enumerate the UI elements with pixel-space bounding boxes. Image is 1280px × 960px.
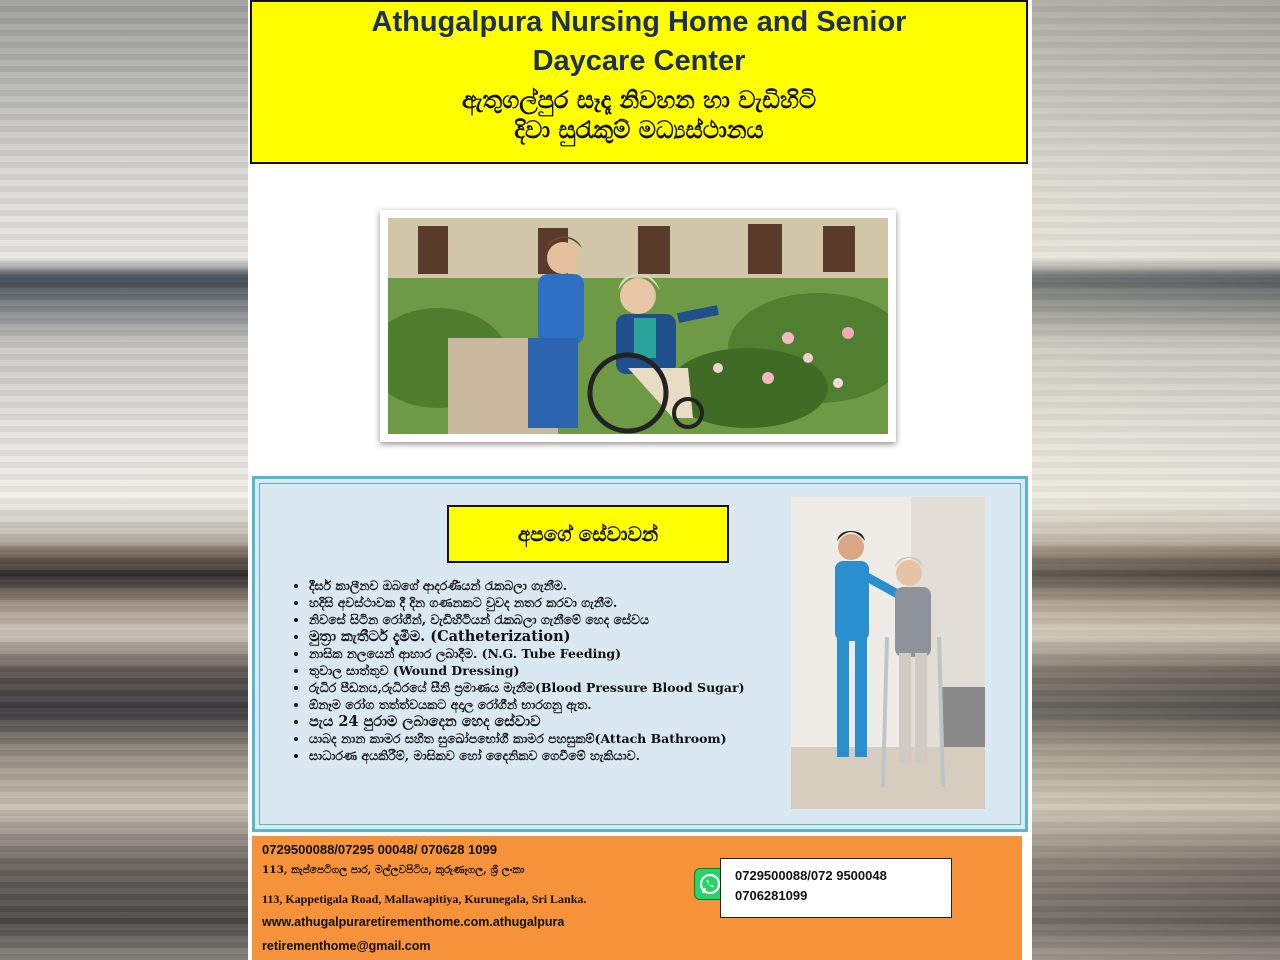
list-item: • පැය 24 පුරාම ලබාදෙන හෙද සේවාව	[309, 713, 789, 730]
footer-website[interactable]: www.athugalpuraretirementhome.com.athugalpura	[262, 915, 565, 929]
list-item: • නිවසේ සිටින රෝගීන්, වැඩිහිටියන් රැකබලා ගැනීමේ හෙද සේවය	[309, 611, 789, 628]
footer-email[interactable]: retirementhome@gmail.com	[262, 939, 431, 953]
title-banner	[250, 0, 1028, 164]
list-item: • නාසික නලයෙන් ආහාර ලබාදීම. (N.G. Tube Feeding)	[309, 645, 789, 662]
services-panel	[252, 476, 1028, 832]
background-right	[1032, 0, 1280, 960]
contact-footer	[252, 836, 1022, 960]
whatsapp-number-2: 0706281099	[735, 888, 808, 903]
photo-nurse-crutches	[791, 497, 985, 809]
list-item: • යාබද නාන කාමර සහිත සුඛෝපභෝගී කාමර පහසුකම්(Attach Bathroom)	[309, 730, 789, 747]
photo-nurse-wheelchair	[380, 210, 896, 442]
footer-address-sinhala: 113, කැප්පෙටිගල පාර, මල්ලවපිටිය, කුරුණෑගල, ශ්‍රී ලංකා	[262, 864, 525, 876]
services-title: අපගේ සේවාවන්	[447, 505, 729, 563]
title-si-line1: ඇතුගල්පුර සෑදෑ නිවහන හා වැඩිහිටි	[461, 86, 817, 114]
title-en-line1: Athugalpura Nursing Home and Senior	[371, 6, 907, 38]
title-en-line2: Daycare Center	[532, 45, 746, 77]
list-item: • සාධාරණ අයකිරීම්, මාසිකව හෝ දෛනිකව ගෙවීමේ හැකියාව.	[309, 747, 789, 764]
background-left	[0, 0, 250, 960]
list-item: • දීර්ඝ කාලීනව ඔබගේ ආදරණීයන් රැකබලා ගැනීම.	[309, 577, 789, 594]
list-item: • රුධිර පීඩනය,රුධිරයේ සීනි ප්‍රමාණය මැනීම(Blood Pressure Blood Sugar)	[309, 679, 789, 696]
title-si-line2: දිවා සුරැකුම් මධ්‍යස්ථානය	[514, 116, 764, 144]
whatsapp-number-1: 0729500088/072 9500048	[735, 868, 887, 883]
services-list	[289, 577, 789, 764]
list-item: • මුත්‍රා කැතීටර් දැමීම. (Catheterization)	[309, 628, 789, 645]
list-item: • තුවාල සාත්තුව (Wound Dressing)	[309, 662, 789, 679]
whatsapp-contact-box	[720, 858, 952, 918]
list-item: • ඕනෑම රෝග තත්ත්වයකට අදාල රෝගීන් භාරගනු ඇත.	[309, 696, 789, 713]
footer-phone-numbers: 0729500088/07295 00048/ 070628 1099	[262, 842, 497, 857]
poster	[248, 0, 1032, 960]
list-item: • හදිසි අවස්ථාවක දී දින ගණනකට වුවද නතර කරවා ගැනීම.	[309, 594, 789, 611]
photo-nurse-wheelchair-image	[388, 218, 888, 434]
footer-address-english: 113, Kappetigala Road, Mallawapitiya, Kurunegala, Sri Lanka.	[262, 892, 587, 906]
